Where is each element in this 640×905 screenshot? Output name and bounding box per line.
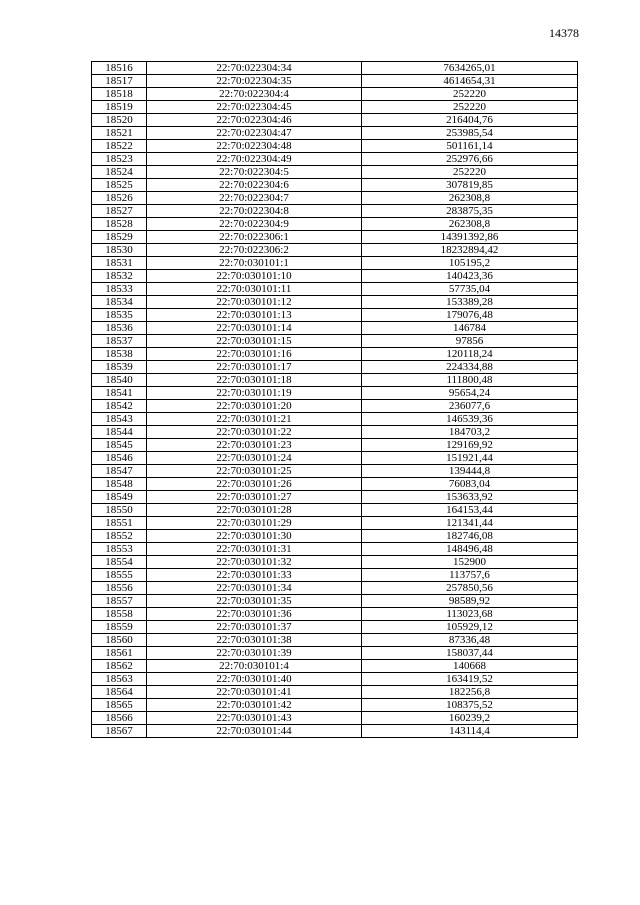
row-number-cell: 18560 <box>92 634 147 647</box>
table-row <box>92 127 578 140</box>
cadastral-number-cell: 22:70:030101:43 <box>147 712 362 725</box>
table-body <box>92 62 578 738</box>
table-row <box>92 439 578 452</box>
cadastral-number-cell: 22:70:022304:5 <box>147 166 362 179</box>
table-row <box>92 491 578 504</box>
cadastral-value-cell: 158037,44 <box>362 647 578 660</box>
row-number-cell: 18527 <box>92 205 147 218</box>
cadastral-value-cell: 129169,92 <box>362 439 578 452</box>
cadastral-number-cell: 22:70:030101:41 <box>147 686 362 699</box>
cadastral-value-cell: 18232894,42 <box>362 244 578 257</box>
cadastral-value-cell: 182746,08 <box>362 530 578 543</box>
table-row <box>92 387 578 400</box>
row-number-cell: 18517 <box>92 75 147 88</box>
table-row <box>92 582 578 595</box>
cadastral-number-cell: 22:70:022304:9 <box>147 218 362 231</box>
row-number-cell: 18554 <box>92 556 147 569</box>
table-row <box>92 75 578 88</box>
row-number-cell: 18541 <box>92 387 147 400</box>
cadastral-value-cell: 57735,04 <box>362 283 578 296</box>
row-number-cell: 18552 <box>92 530 147 543</box>
row-number-cell: 18564 <box>92 686 147 699</box>
row-number-cell: 18540 <box>92 374 147 387</box>
table-row <box>92 192 578 205</box>
cadastral-value-cell: 14391392,86 <box>362 231 578 244</box>
row-number-cell: 18547 <box>92 465 147 478</box>
cadastral-number-cell: 22:70:022304:7 <box>147 192 362 205</box>
row-number-cell: 18565 <box>92 699 147 712</box>
row-number-cell: 18557 <box>92 595 147 608</box>
cadastral-number-cell: 22:70:030101:13 <box>147 309 362 322</box>
table-row <box>92 205 578 218</box>
table-row <box>92 244 578 257</box>
cadastral-number-cell: 22:70:030101:12 <box>147 296 362 309</box>
cadastral-number-cell: 22:70:030101:16 <box>147 348 362 361</box>
row-number-cell: 18522 <box>92 140 147 153</box>
cadastral-number-cell: 22:70:030101:39 <box>147 647 362 660</box>
table-row <box>92 322 578 335</box>
cadastral-number-cell: 22:70:030101:19 <box>147 387 362 400</box>
table-row <box>92 517 578 530</box>
cadastral-value-cell: 153389,28 <box>362 296 578 309</box>
table-row <box>92 153 578 166</box>
table-row <box>92 361 578 374</box>
row-number-cell: 18543 <box>92 413 147 426</box>
row-number-cell: 18559 <box>92 621 147 634</box>
row-number-cell: 18523 <box>92 153 147 166</box>
cadastral-value-cell: 111800,48 <box>362 374 578 387</box>
row-number-cell: 18525 <box>92 179 147 192</box>
cadastral-value-cell: 76083,04 <box>362 478 578 491</box>
table-row <box>92 725 578 738</box>
row-number-cell: 18529 <box>92 231 147 244</box>
cadastral-value-cell: 164153,44 <box>362 504 578 517</box>
cadastral-value-cell: 113757,6 <box>362 569 578 582</box>
row-number-cell: 18553 <box>92 543 147 556</box>
cadastral-number-cell: 22:70:022304:48 <box>147 140 362 153</box>
row-number-cell: 18567 <box>92 725 147 738</box>
cadastral-number-cell: 22:70:030101:1 <box>147 257 362 270</box>
table-row <box>92 101 578 114</box>
row-number-cell: 18551 <box>92 517 147 530</box>
cadastral-value-cell: 179076,48 <box>362 309 578 322</box>
table-row <box>92 634 578 647</box>
cadastral-number-cell: 22:70:030101:22 <box>147 426 362 439</box>
cadastral-number-cell: 22:70:030101:17 <box>147 361 362 374</box>
cadastral-value-cell: 98589,92 <box>362 595 578 608</box>
row-number-cell: 18563 <box>92 673 147 686</box>
cadastral-number-cell: 22:70:030101:21 <box>147 413 362 426</box>
table-row <box>92 595 578 608</box>
table-row <box>92 114 578 127</box>
cadastral-number-cell: 22:70:022304:49 <box>147 153 362 166</box>
cadastral-number-cell: 22:70:030101:25 <box>147 465 362 478</box>
cadastral-number-cell: 22:70:030101:38 <box>147 634 362 647</box>
cadastral-number-cell: 22:70:030101:42 <box>147 699 362 712</box>
table-row <box>92 530 578 543</box>
table-row <box>92 673 578 686</box>
cadastral-value-cell: 262308,8 <box>362 218 578 231</box>
cadastral-number-cell: 22:70:022304:35 <box>147 75 362 88</box>
cadastral-value-cell: 143114,4 <box>362 725 578 738</box>
cadastral-value-cell: 501161,14 <box>362 140 578 153</box>
cadastral-value-cell: 160239,2 <box>362 712 578 725</box>
cadastral-value-cell: 105195,2 <box>362 257 578 270</box>
cadastral-value-cell: 163419,52 <box>362 673 578 686</box>
cadastral-value-cell: 283875,35 <box>362 205 578 218</box>
cadastral-value-cell: 87336,48 <box>362 634 578 647</box>
cadastral-value-cell: 120118,24 <box>362 348 578 361</box>
table-row <box>92 231 578 244</box>
cadastral-number-cell: 22:70:022304:46 <box>147 114 362 127</box>
table-row <box>92 348 578 361</box>
row-number-cell: 18518 <box>92 88 147 101</box>
page-number: 14378 <box>549 26 579 40</box>
table-row <box>92 283 578 296</box>
cadastral-value-cell: 257850,56 <box>362 582 578 595</box>
row-number-cell: 18519 <box>92 101 147 114</box>
row-number-cell: 18536 <box>92 322 147 335</box>
cadastral-value-cell: 151921,44 <box>362 452 578 465</box>
cadastral-value-cell: 7634265,01 <box>362 62 578 75</box>
cadastral-value-cell: 95654,24 <box>362 387 578 400</box>
cadastral-number-cell: 22:70:030101:30 <box>147 530 362 543</box>
row-number-cell: 18524 <box>92 166 147 179</box>
cadastral-number-cell: 22:70:022304:6 <box>147 179 362 192</box>
table-row <box>92 400 578 413</box>
table-row <box>92 712 578 725</box>
table-row <box>92 374 578 387</box>
row-number-cell: 18532 <box>92 270 147 283</box>
row-number-cell: 18556 <box>92 582 147 595</box>
cadastral-number-cell: 22:70:030101:14 <box>147 322 362 335</box>
cadastral-number-cell: 22:70:030101:32 <box>147 556 362 569</box>
cadastral-number-cell: 22:70:030101:23 <box>147 439 362 452</box>
row-number-cell: 18535 <box>92 309 147 322</box>
table-row <box>92 686 578 699</box>
row-number-cell: 18546 <box>92 452 147 465</box>
table-row <box>92 413 578 426</box>
cadastral-value-cell: 184703,2 <box>362 426 578 439</box>
row-number-cell: 18526 <box>92 192 147 205</box>
cadastral-number-cell: 22:70:030101:11 <box>147 283 362 296</box>
cadastral-value-cell: 113023,68 <box>362 608 578 621</box>
cadastral-number-cell: 22:70:030101:37 <box>147 621 362 634</box>
cadastral-value-cell: 262308,8 <box>362 192 578 205</box>
table-row <box>92 88 578 101</box>
cadastral-value-cell: 152900 <box>362 556 578 569</box>
cadastral-value-cell: 252220 <box>362 88 578 101</box>
cadastral-value-table <box>91 61 578 738</box>
cadastral-value-cell: 148496,48 <box>362 543 578 556</box>
cadastral-value-cell: 252220 <box>362 166 578 179</box>
table-row <box>92 218 578 231</box>
cadastral-number-cell: 22:70:030101:20 <box>147 400 362 413</box>
row-number-cell: 18542 <box>92 400 147 413</box>
cadastral-value-cell: 140668 <box>362 660 578 673</box>
row-number-cell: 18533 <box>92 283 147 296</box>
row-number-cell: 18561 <box>92 647 147 660</box>
row-number-cell: 18550 <box>92 504 147 517</box>
row-number-cell: 18548 <box>92 478 147 491</box>
table-row <box>92 452 578 465</box>
cadastral-number-cell: 22:70:030101:34 <box>147 582 362 595</box>
row-number-cell: 18544 <box>92 426 147 439</box>
cadastral-value-cell: 252220 <box>362 101 578 114</box>
cadastral-value-cell: 182256,8 <box>362 686 578 699</box>
row-number-cell: 18566 <box>92 712 147 725</box>
cadastral-value-cell: 224334,88 <box>362 361 578 374</box>
cadastral-value-cell: 121341,44 <box>362 517 578 530</box>
cadastral-number-cell: 22:70:030101:44 <box>147 725 362 738</box>
table-row <box>92 699 578 712</box>
row-number-cell: 18528 <box>92 218 147 231</box>
cadastral-value-cell: 252976,66 <box>362 153 578 166</box>
cadastral-number-cell: 22:70:030101:29 <box>147 517 362 530</box>
table-row <box>92 257 578 270</box>
row-number-cell: 18520 <box>92 114 147 127</box>
cadastral-value-cell: 146539,36 <box>362 413 578 426</box>
cadastral-number-cell: 22:70:022304:45 <box>147 101 362 114</box>
row-number-cell: 18539 <box>92 361 147 374</box>
cadastral-number-cell: 22:70:022304:8 <box>147 205 362 218</box>
cadastral-number-cell: 22:70:030101:40 <box>147 673 362 686</box>
row-number-cell: 18558 <box>92 608 147 621</box>
row-number-cell: 18537 <box>92 335 147 348</box>
cadastral-number-cell: 22:70:022304:34 <box>147 62 362 75</box>
row-number-cell: 18555 <box>92 569 147 582</box>
cadastral-number-cell: 22:70:030101:15 <box>147 335 362 348</box>
table-row <box>92 335 578 348</box>
cadastral-number-cell: 22:70:030101:28 <box>147 504 362 517</box>
row-number-cell: 18534 <box>92 296 147 309</box>
cadastral-number-cell: 22:70:030101:31 <box>147 543 362 556</box>
cadastral-value-cell: 216404,76 <box>362 114 578 127</box>
cadastral-number-cell: 22:70:030101:10 <box>147 270 362 283</box>
row-number-cell: 18530 <box>92 244 147 257</box>
table-row <box>92 465 578 478</box>
cadastral-number-cell: 22:70:030101:35 <box>147 595 362 608</box>
row-number-cell: 18521 <box>92 127 147 140</box>
row-number-cell: 18562 <box>92 660 147 673</box>
cadastral-number-cell: 22:70:030101:27 <box>147 491 362 504</box>
cadastral-number-cell: 22:70:030101:24 <box>147 452 362 465</box>
table-row <box>92 270 578 283</box>
row-number-cell: 18531 <box>92 257 147 270</box>
cadastral-value-cell: 97856 <box>362 335 578 348</box>
cadastral-value-cell: 236077,6 <box>362 400 578 413</box>
cadastral-number-cell: 22:70:022306:1 <box>147 231 362 244</box>
cadastral-number-cell: 22:70:030101:18 <box>147 374 362 387</box>
table-row <box>92 569 578 582</box>
row-number-cell: 18549 <box>92 491 147 504</box>
cadastral-value-cell: 146784 <box>362 322 578 335</box>
cadastral-number-cell: 22:70:030101:36 <box>147 608 362 621</box>
cadastral-value-cell: 139444,8 <box>362 465 578 478</box>
cadastral-number-cell: 22:70:022306:2 <box>147 244 362 257</box>
table-row <box>92 608 578 621</box>
cadastral-number-cell: 22:70:030101:26 <box>147 478 362 491</box>
row-number-cell: 18538 <box>92 348 147 361</box>
cadastral-value-cell: 307819,85 <box>362 179 578 192</box>
cadastral-value-cell: 108375,52 <box>362 699 578 712</box>
table-row <box>92 556 578 569</box>
cadastral-value-cell: 140423,36 <box>362 270 578 283</box>
cadastral-number-cell: 22:70:030101:33 <box>147 569 362 582</box>
cadastral-value-cell: 4614654,31 <box>362 75 578 88</box>
table-row <box>92 309 578 322</box>
table-row <box>92 504 578 517</box>
cadastral-number-cell: 22:70:022304:4 <box>147 88 362 101</box>
table-row <box>92 426 578 439</box>
cadastral-value-cell: 253985,54 <box>362 127 578 140</box>
table-row <box>92 660 578 673</box>
cadastral-number-cell: 22:70:022304:47 <box>147 127 362 140</box>
table-row <box>92 647 578 660</box>
cadastral-number-cell: 22:70:030101:4 <box>147 660 362 673</box>
cadastral-value-cell: 153633,92 <box>362 491 578 504</box>
table-row <box>92 296 578 309</box>
table-row <box>92 621 578 634</box>
table-row <box>92 166 578 179</box>
cadastral-value-cell: 105929,12 <box>362 621 578 634</box>
row-number-cell: 18516 <box>92 62 147 75</box>
row-number-cell: 18545 <box>92 439 147 452</box>
table-row <box>92 179 578 192</box>
table-row <box>92 543 578 556</box>
table-row <box>92 478 578 491</box>
table-row <box>92 140 578 153</box>
table-row <box>92 62 578 75</box>
